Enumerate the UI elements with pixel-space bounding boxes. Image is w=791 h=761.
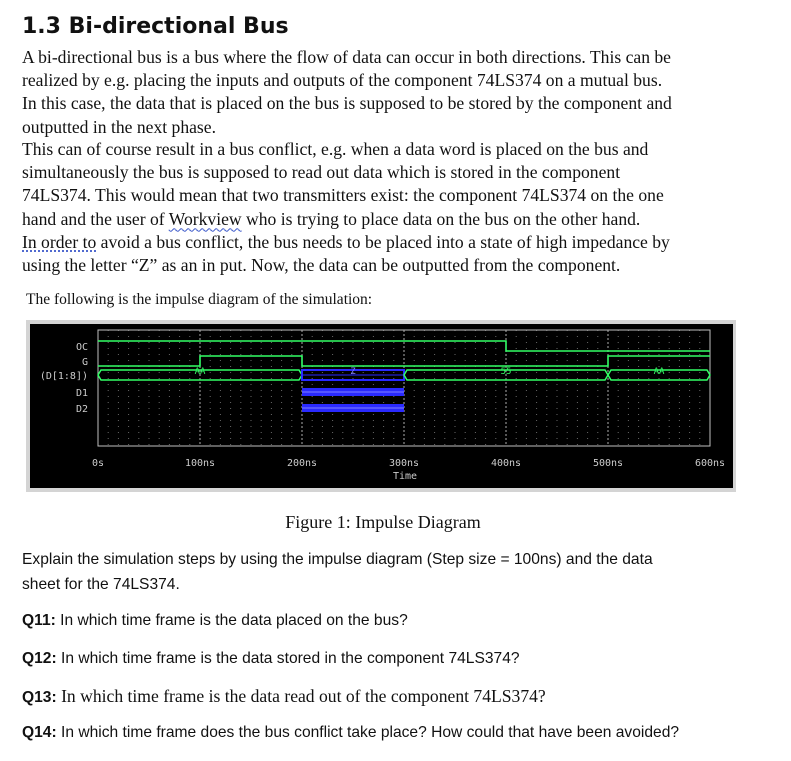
question-text: In which time frame is the data placed on the bus? xyxy=(55,612,408,629)
question-id: Q14: xyxy=(22,724,57,741)
question-id: Q13: xyxy=(22,689,57,706)
text-line: using the letter “Z” as an in put. Now, the data can be outputted from the component. xyxy=(22,255,621,276)
text-line: This can of course result in a bus conflict, e.g. when a data word is placed on the bus and xyxy=(22,139,649,159)
x-tick-label: 600ns xyxy=(694,458,726,469)
grammar-flagged-phrase: In order to xyxy=(22,231,97,252)
x-tick-label: 300ns xyxy=(388,458,420,469)
x-axis-label: Time xyxy=(392,471,418,482)
text-line xyxy=(22,208,772,231)
timing-chart-svg xyxy=(30,324,733,488)
diagram-intro-caption: The following is the impulse diagram of the simulation: xyxy=(26,291,373,308)
question-id: Q12: xyxy=(22,650,57,667)
signal-label: OC xyxy=(75,342,88,353)
x-tick-label: 0s xyxy=(91,458,105,469)
bus-value-label: AA xyxy=(194,367,206,377)
bus-value-label: AA xyxy=(653,367,665,377)
question-q13 xyxy=(22,686,546,707)
figure-caption: Figure 1: Impulse Diagram xyxy=(285,512,481,532)
impulse-diagram xyxy=(30,324,733,488)
question-text: In which time frame does the bus conflict take place? How could that have been avoided? xyxy=(56,724,680,741)
text-fragment: who is trying to place data on the bus on the other hand. xyxy=(241,208,641,229)
text-line: 74LS374. This would mean that two transmitters exist: the component 74LS374 on the one xyxy=(22,185,664,206)
x-tick-label: 500ns xyxy=(592,458,624,469)
text-line: simultaneously the bus is supposed to read out data which is stored in the component xyxy=(22,162,621,183)
signal-label: (D[1:8]) xyxy=(39,371,88,382)
text-line: sheet for the 74LS374. xyxy=(22,576,180,593)
paragraph-bus-conflict xyxy=(22,138,772,277)
text-fragment: avoid a bus conflict, the bus needs to be placed into a state of high impedance by xyxy=(96,231,670,252)
text-line: outputted in the next phase. xyxy=(22,116,216,137)
question-q11 xyxy=(22,612,408,630)
x-tick-label: 400ns xyxy=(490,458,522,469)
question-text: In which time frame is the data read out of the component 74LS374? xyxy=(56,686,546,706)
text-line: A bi-directional bus is a bus where the flow of data can occur in both directions. This can be xyxy=(22,47,671,67)
text-line: realized by e.g. placing the inputs and outputs of the component 74LS374 on a mutual bus. xyxy=(22,70,663,91)
text-line: In this case, the data that is placed on the bus is supposed to be stored by the component and xyxy=(22,93,672,114)
spellcheck-word: Workview xyxy=(168,208,242,229)
signal-label: D1 xyxy=(75,388,88,399)
question-text: In which time frame is the data stored in the component 74LS374? xyxy=(56,650,520,667)
signal-label: D2 xyxy=(75,404,88,415)
question-q14 xyxy=(22,724,679,742)
question-q12 xyxy=(22,650,520,668)
question-id: Q11: xyxy=(22,612,56,629)
paragraph-bus-intro xyxy=(22,46,772,139)
x-tick-label: 200ns xyxy=(286,458,318,469)
x-tick-label: 100ns xyxy=(184,458,216,469)
bus-value-label: Z xyxy=(350,367,356,377)
text-fragment: hand and the user of xyxy=(22,208,169,229)
section-heading: 1.3 Bi-directional Bus xyxy=(22,14,289,39)
bus-value-label: 55 xyxy=(500,367,512,377)
instruction-text xyxy=(22,547,762,597)
text-line xyxy=(22,231,772,254)
text-line: Explain the simulation steps by using the impulse diagram (Step size = 100ns) and the data xyxy=(22,551,653,568)
signal-label: G xyxy=(81,357,88,368)
